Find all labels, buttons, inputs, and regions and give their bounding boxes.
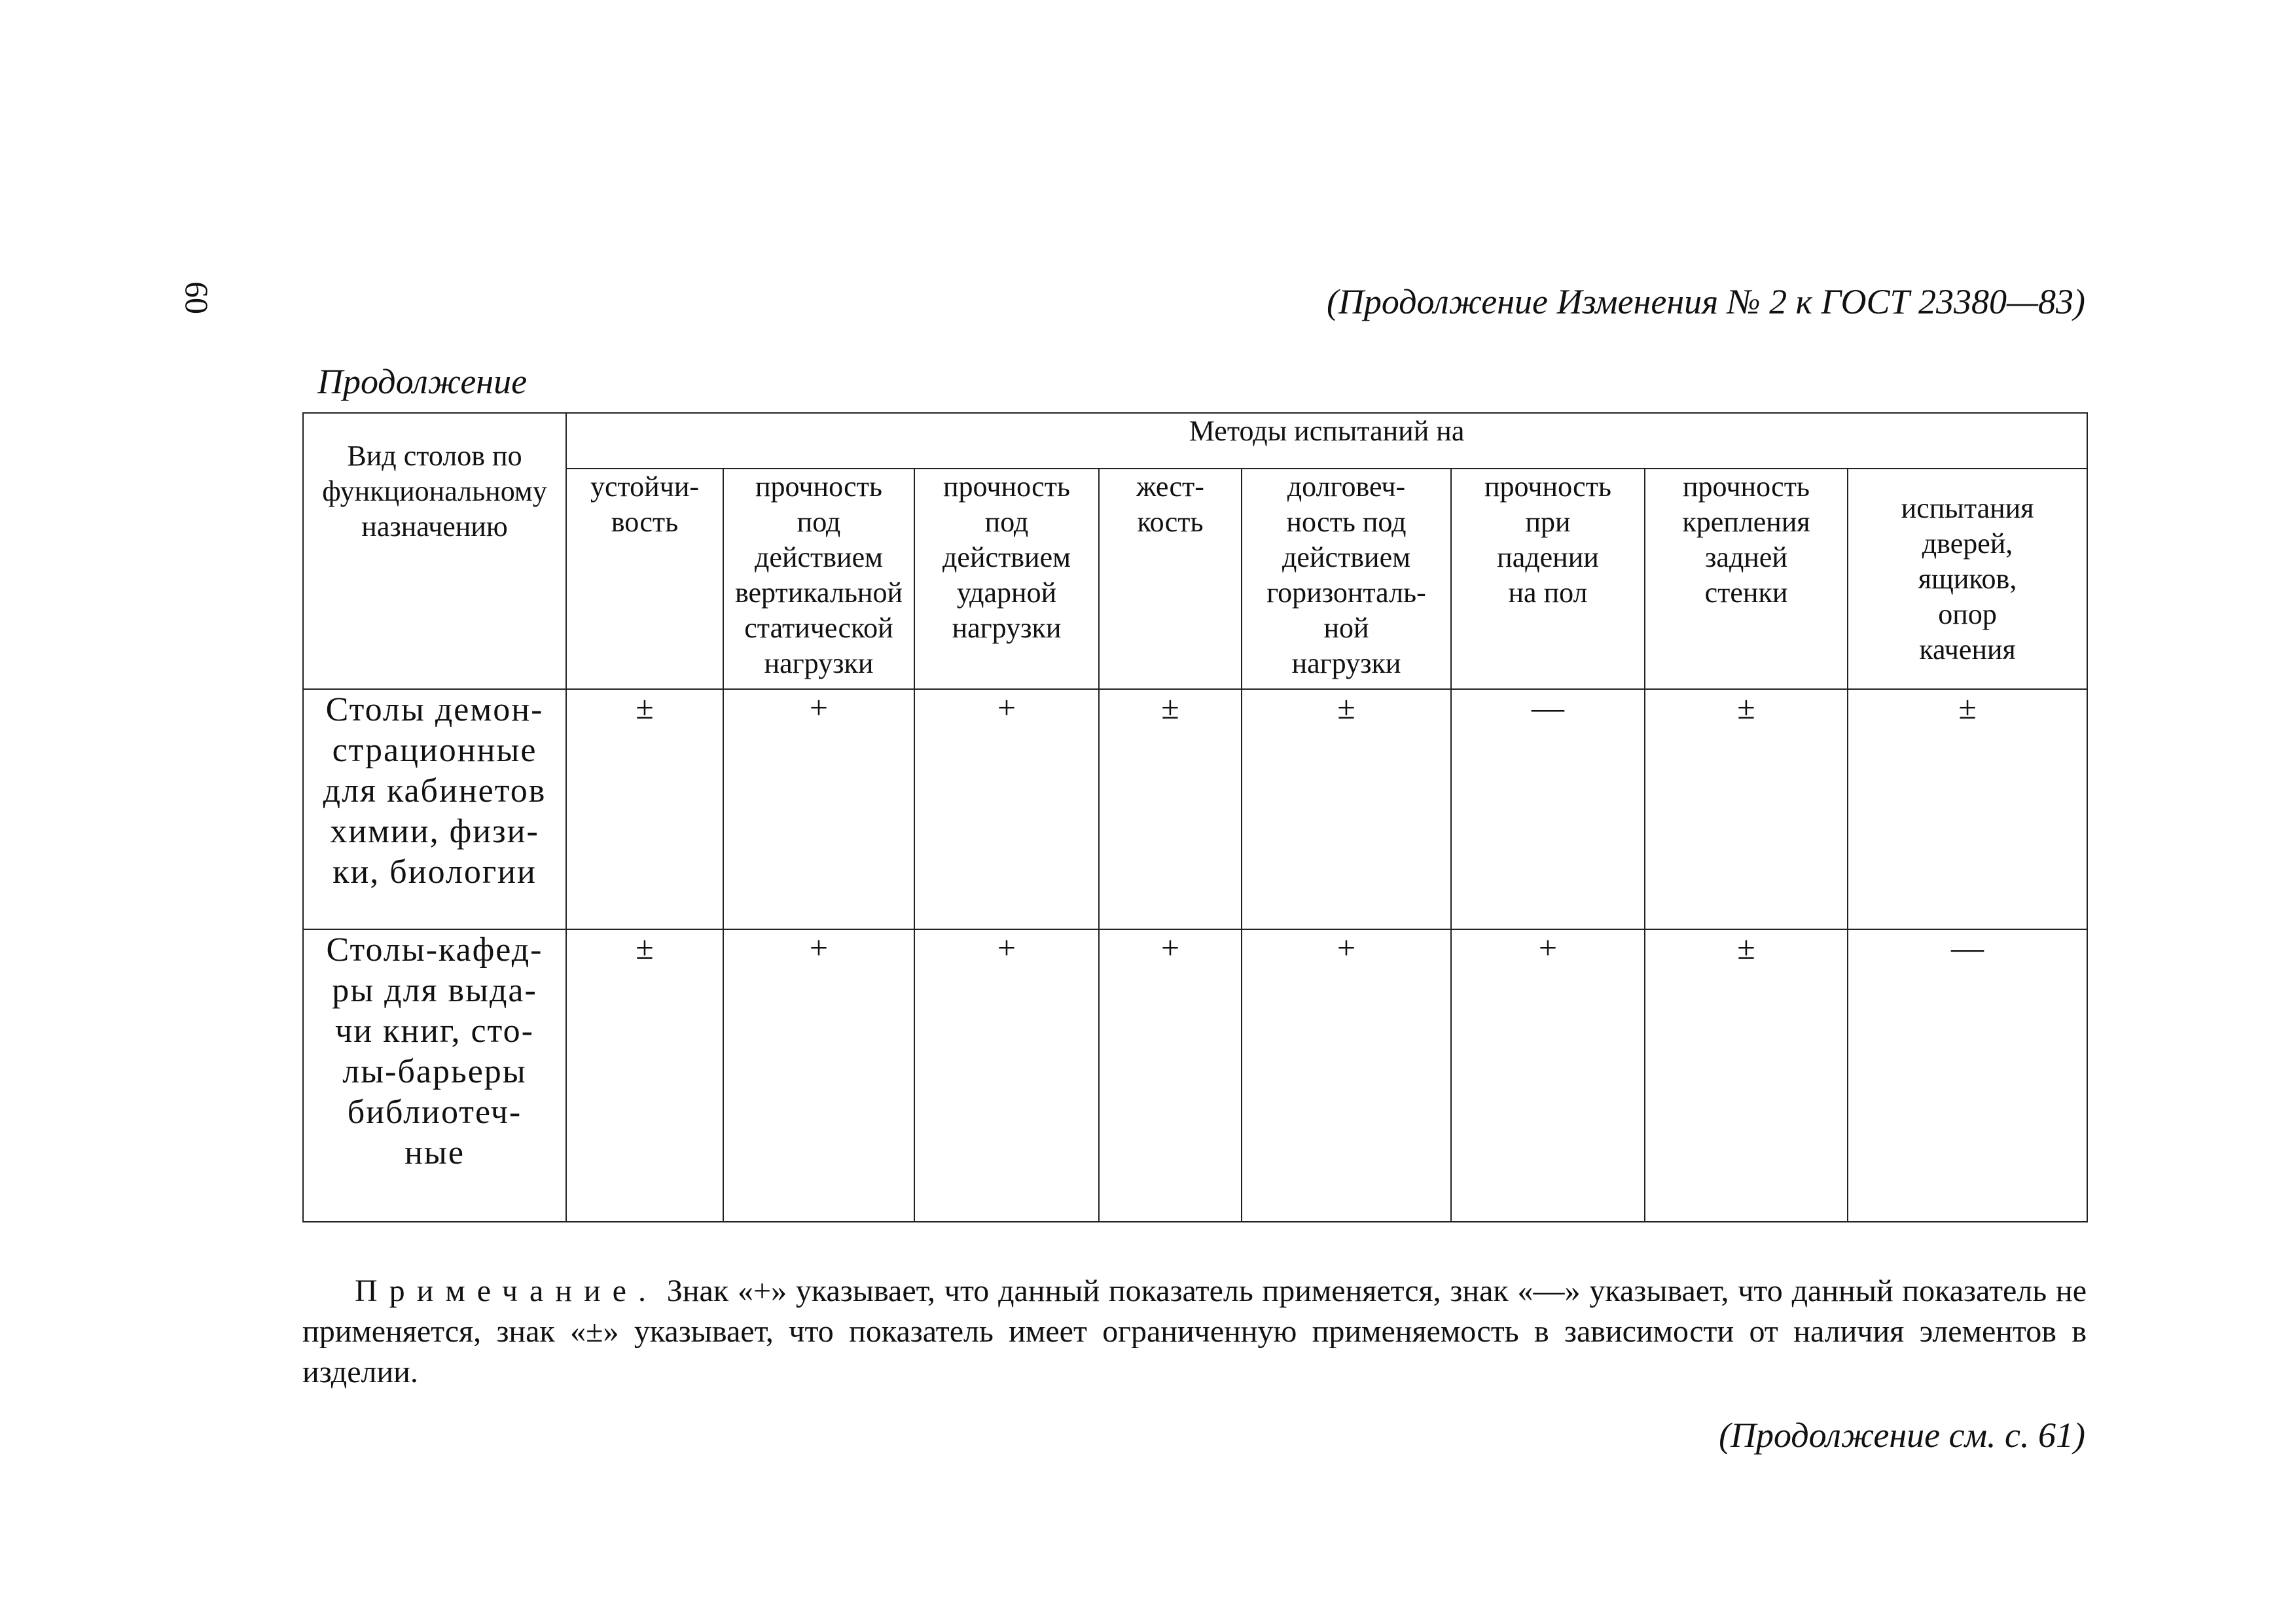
method-header-stability: устойчи- вость [566,469,723,689]
method-header-doors-drawers: испытания дверей, ящиков, опор качения [1848,469,2087,689]
table-cell-mark: + [914,689,1099,929]
table-cell-mark: ± [1242,689,1451,929]
method-header-static-load: прочность под действием вертикальной статической нагрузки [723,469,914,689]
running-header: (Продолжение Изменения № 2 к ГОСТ 23380—83) [1326,282,2085,321]
table-cell-mark: ± [1848,689,2087,929]
table-type-column-header: Вид столов по функциональному назначению [303,413,566,689]
table-row [303,929,2087,1222]
table-cell-mark: + [914,929,1099,1222]
table-cell-mark: ± [1099,689,1242,929]
method-header-durability: долговеч- ность под действием горизонталь- ной нагрузки [1242,469,1451,689]
table-cell-mark: + [1099,929,1242,1222]
method-header-rigidity: жест- кость [1099,469,1242,689]
table-cell-mark: — [1848,929,2087,1222]
method-header-impact-load: прочность под действием ударной нагрузки [914,469,1099,689]
page-number: 60 [179,281,215,314]
footer-continuation: (Продолжение см. с. 61) [1719,1416,2085,1455]
test-methods-table [302,412,2088,1222]
table-row [303,689,2087,929]
table-note [302,1271,2087,1393]
table-cell-mark: — [1451,689,1645,929]
table-caption: Продолжение [317,362,528,401]
method-header-back-panel: прочность крепления задней стенки [1645,469,1848,689]
table-cell-mark: ± [1645,929,1848,1222]
method-header-drop: прочность при падении на пол [1451,469,1645,689]
table-cell-mark: + [723,929,914,1222]
table-header-row [303,413,2087,469]
table-cell-mark: ± [1645,689,1848,929]
table-cell-mark: ± [566,689,723,929]
note-text: Знак «+» указывает, что данный показатель применяется, знак «—» указывает, что данный показатель не применяется, знак «±» указывает, что показатель имеет ограниченную применяемость в зависимости от наличия элементов в изделии. [302,1274,2087,1389]
table-cell-mark: + [723,689,914,929]
row-label-demonstration-tables: Столы демон- страционные для кабинетов химии, физи- ки, биологии [303,689,566,929]
row-label-library-desks: Столы-кафед- ры для выда- чи книг, сто- лы-барьеры библиотеч- ные [303,929,566,1222]
methods-group-header: Методы испытаний на [566,413,2087,469]
table-cell-mark: + [1242,929,1451,1222]
table-cell-mark: + [1451,929,1645,1222]
note-label: Примечание. [355,1274,658,1308]
method-subheader-row [303,469,2087,689]
table-cell-mark: ± [566,929,723,1222]
